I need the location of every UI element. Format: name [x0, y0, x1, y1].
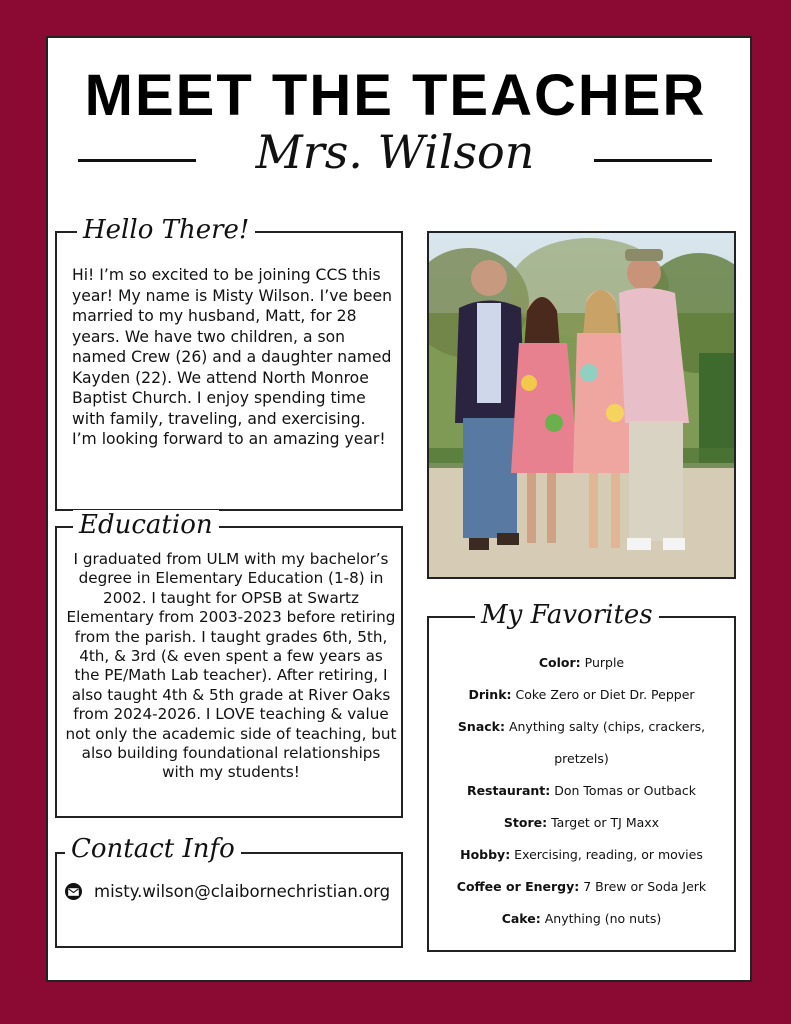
favorite-color: Color: Purple [538, 655, 625, 670]
family-photo [427, 231, 736, 579]
favorite-cake: Cake: Anything (no nuts) [501, 911, 662, 926]
contact-box [55, 834, 403, 948]
contact-row [65, 882, 390, 901]
left-divider [78, 159, 196, 162]
teacher-name-row [0, 125, 791, 195]
hello-text: Hi! I’m so excited to be joining CCS this year! My name is Misty Wilson. I’ve been married to my husband, Matt, for 28 years. We have two children, a son named Crew (26) and a daughter named Kayden (22). We attend North Monroe Baptist Church. I enjoy spending time with family, traveling, and exercising. I’m looking forward to an amazing year! [72, 266, 392, 448]
favorite-hobby: Hobby: Exercising, reading, or movies [460, 847, 703, 862]
email-link[interactable]: misty.wilson@claibornechristian.org [94, 882, 391, 901]
education-heading: Education [73, 510, 219, 540]
favorite-drink: Drink: Coke Zero or Diet Dr. Pepper [468, 687, 695, 702]
education-box [55, 510, 403, 818]
contact-heading: Contact Info [65, 834, 241, 864]
favorites-box [427, 600, 736, 952]
favorite-snack: Snack: Anything salty (chips, crackers, [457, 719, 706, 734]
favorite-store: Store: Target or TJ Maxx [503, 815, 660, 830]
favorite-coffee-energy: Coffee or Energy: 7 Brew or Soda Jerk [456, 879, 707, 894]
page-title: MEET THE TEACHER [84, 63, 707, 128]
hello-box [55, 215, 403, 511]
education-text: I graduated from ULM with my bachelor’s degree in Elementary Education (1-8) in 2002. I taught for OPSB at Swartz Elementary from 2003-2023 before retiring from the parish. I taught grades 6th, 5th, 4th, & 3rd (& even spent a few years as the PE/Math Lab teacher). After retiring, I also taught 4th & 5th grade at River Oaks from 2024-2026. I LOVE teaching & value not only the academic side of teaching, but also building foundational relationships with my students! [65, 550, 397, 782]
right-divider [594, 159, 712, 162]
hello-heading: Hello There! [77, 215, 255, 245]
favorite-snack-continued: pretzels) [554, 751, 609, 766]
favorites-list [429, 647, 734, 935]
teacher-name: Mrs. Wilson [255, 125, 535, 179]
email-icon [65, 883, 82, 900]
favorites-heading: My Favorites [475, 600, 659, 630]
favorite-restaurant: Restaurant: Don Tomas or Outback [466, 783, 697, 798]
